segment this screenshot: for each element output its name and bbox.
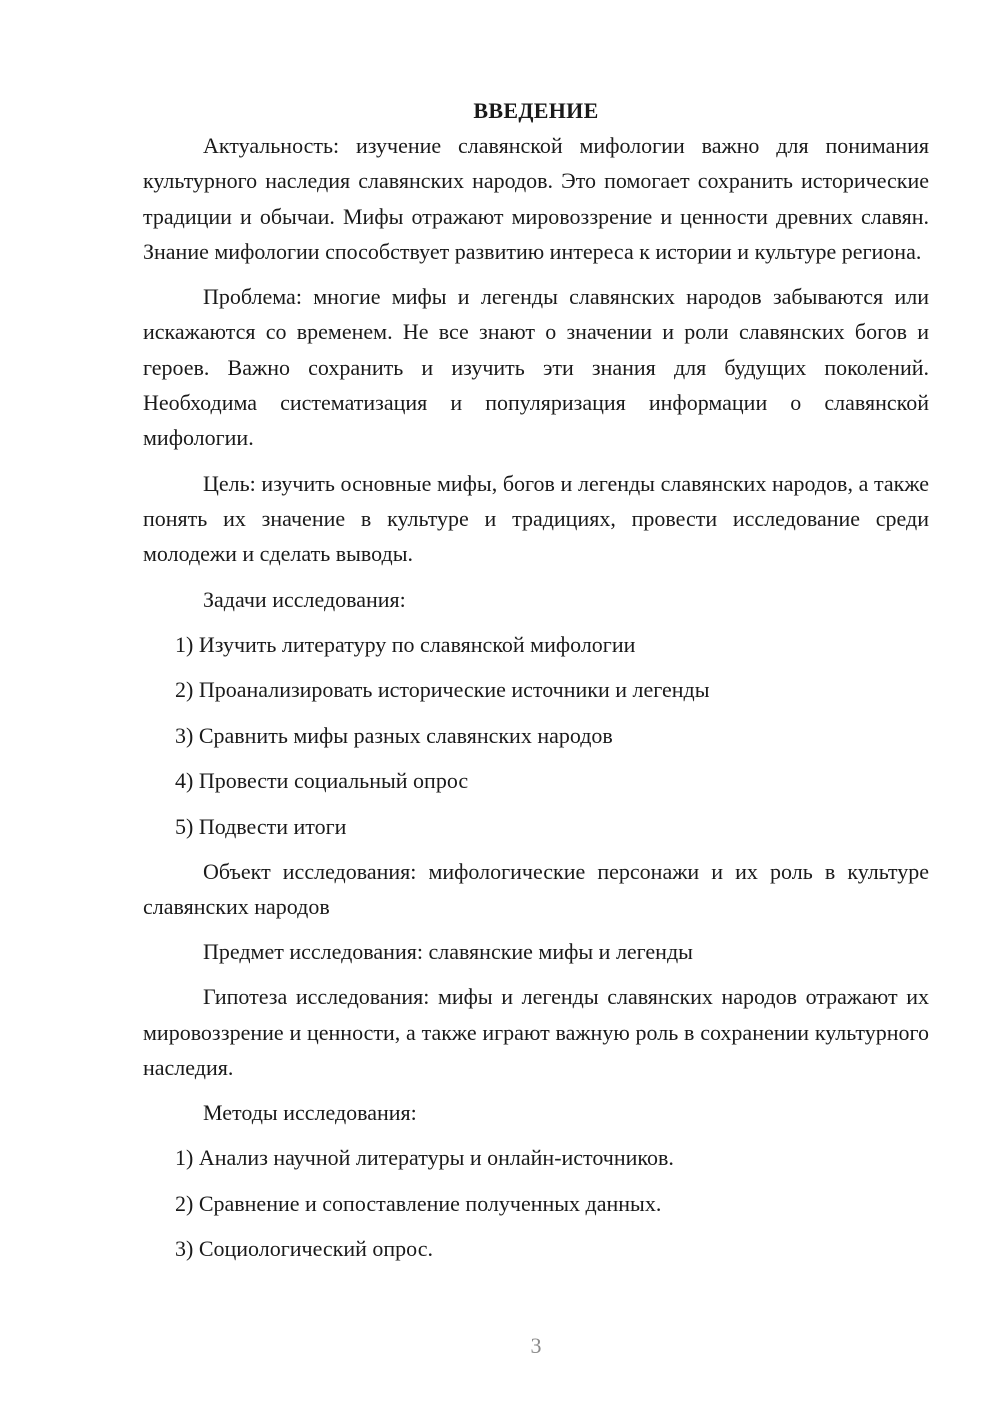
problem-paragraph: Проблема: многие мифы и легенды славянских народов забываются или искажаются со временем. Не все знают о значении и роли славянских богов и героев. Важно сохранить и изучить эти знания для будущих поколений. Необходима систематизация и популяризация информации о славянской мифологии. — [143, 284, 929, 451]
tasks-list — [143, 627, 929, 844]
subject-paragraph: Предмет исследования: славянские мифы и легенды — [203, 939, 693, 965]
methods-list — [143, 1140, 929, 1266]
method-item: 3) Социологический опрос. — [175, 1236, 433, 1262]
task-item: 1) Изучить литературу по славянской мифологии — [175, 631, 636, 657]
object-paragraph: Объект исследования: мифологические персонажи и их роль в культуре славянских народов — [143, 858, 929, 919]
method-item: 2) Сравнение и сопоставление полученных данных. — [175, 1190, 662, 1216]
page-content — [143, 93, 929, 1276]
task-item: 5) Подвести итоги — [175, 813, 347, 839]
page-title: ВВЕДЕНИЕ — [473, 98, 599, 123]
hypothesis-paragraph: Гипотеза исследования: мифы и легенды славянских народов отражают их мировоззрение и ценности, а также играют важную роль в сохранении культурного наследия. — [143, 984, 929, 1081]
tasks-label: Задачи исследования: — [203, 586, 406, 612]
relevance-paragraph: Актуальность: изучение славянской мифологии важно для понимания культурного наследия славянских народов. Это помогает сохранить исторические традиции и обычаи. Мифы отражают мировоззрение и ценности древних славян. Знание мифологии способствует развитию интереса к истории и культуре региона. — [143, 133, 929, 264]
page-number: 3 — [530, 1333, 542, 1358]
methods-label: Методы исследования: — [203, 1100, 417, 1126]
goal-paragraph: Цель: изучить основные мифы, богов и легенды славянских народов, а также понять их значение в культуре и традициях, провести исследование среди молодежи и сделать выводы. — [143, 470, 929, 567]
task-item: 4) Провести социальный опрос — [175, 768, 469, 794]
method-item: 1) Анализ научной литературы и онлайн-источников. — [175, 1145, 674, 1171]
task-item: 2) Проанализировать исторические источники и легенды — [175, 677, 710, 703]
task-item: 3) Сравнить мифы разных славянских народов — [175, 722, 613, 748]
